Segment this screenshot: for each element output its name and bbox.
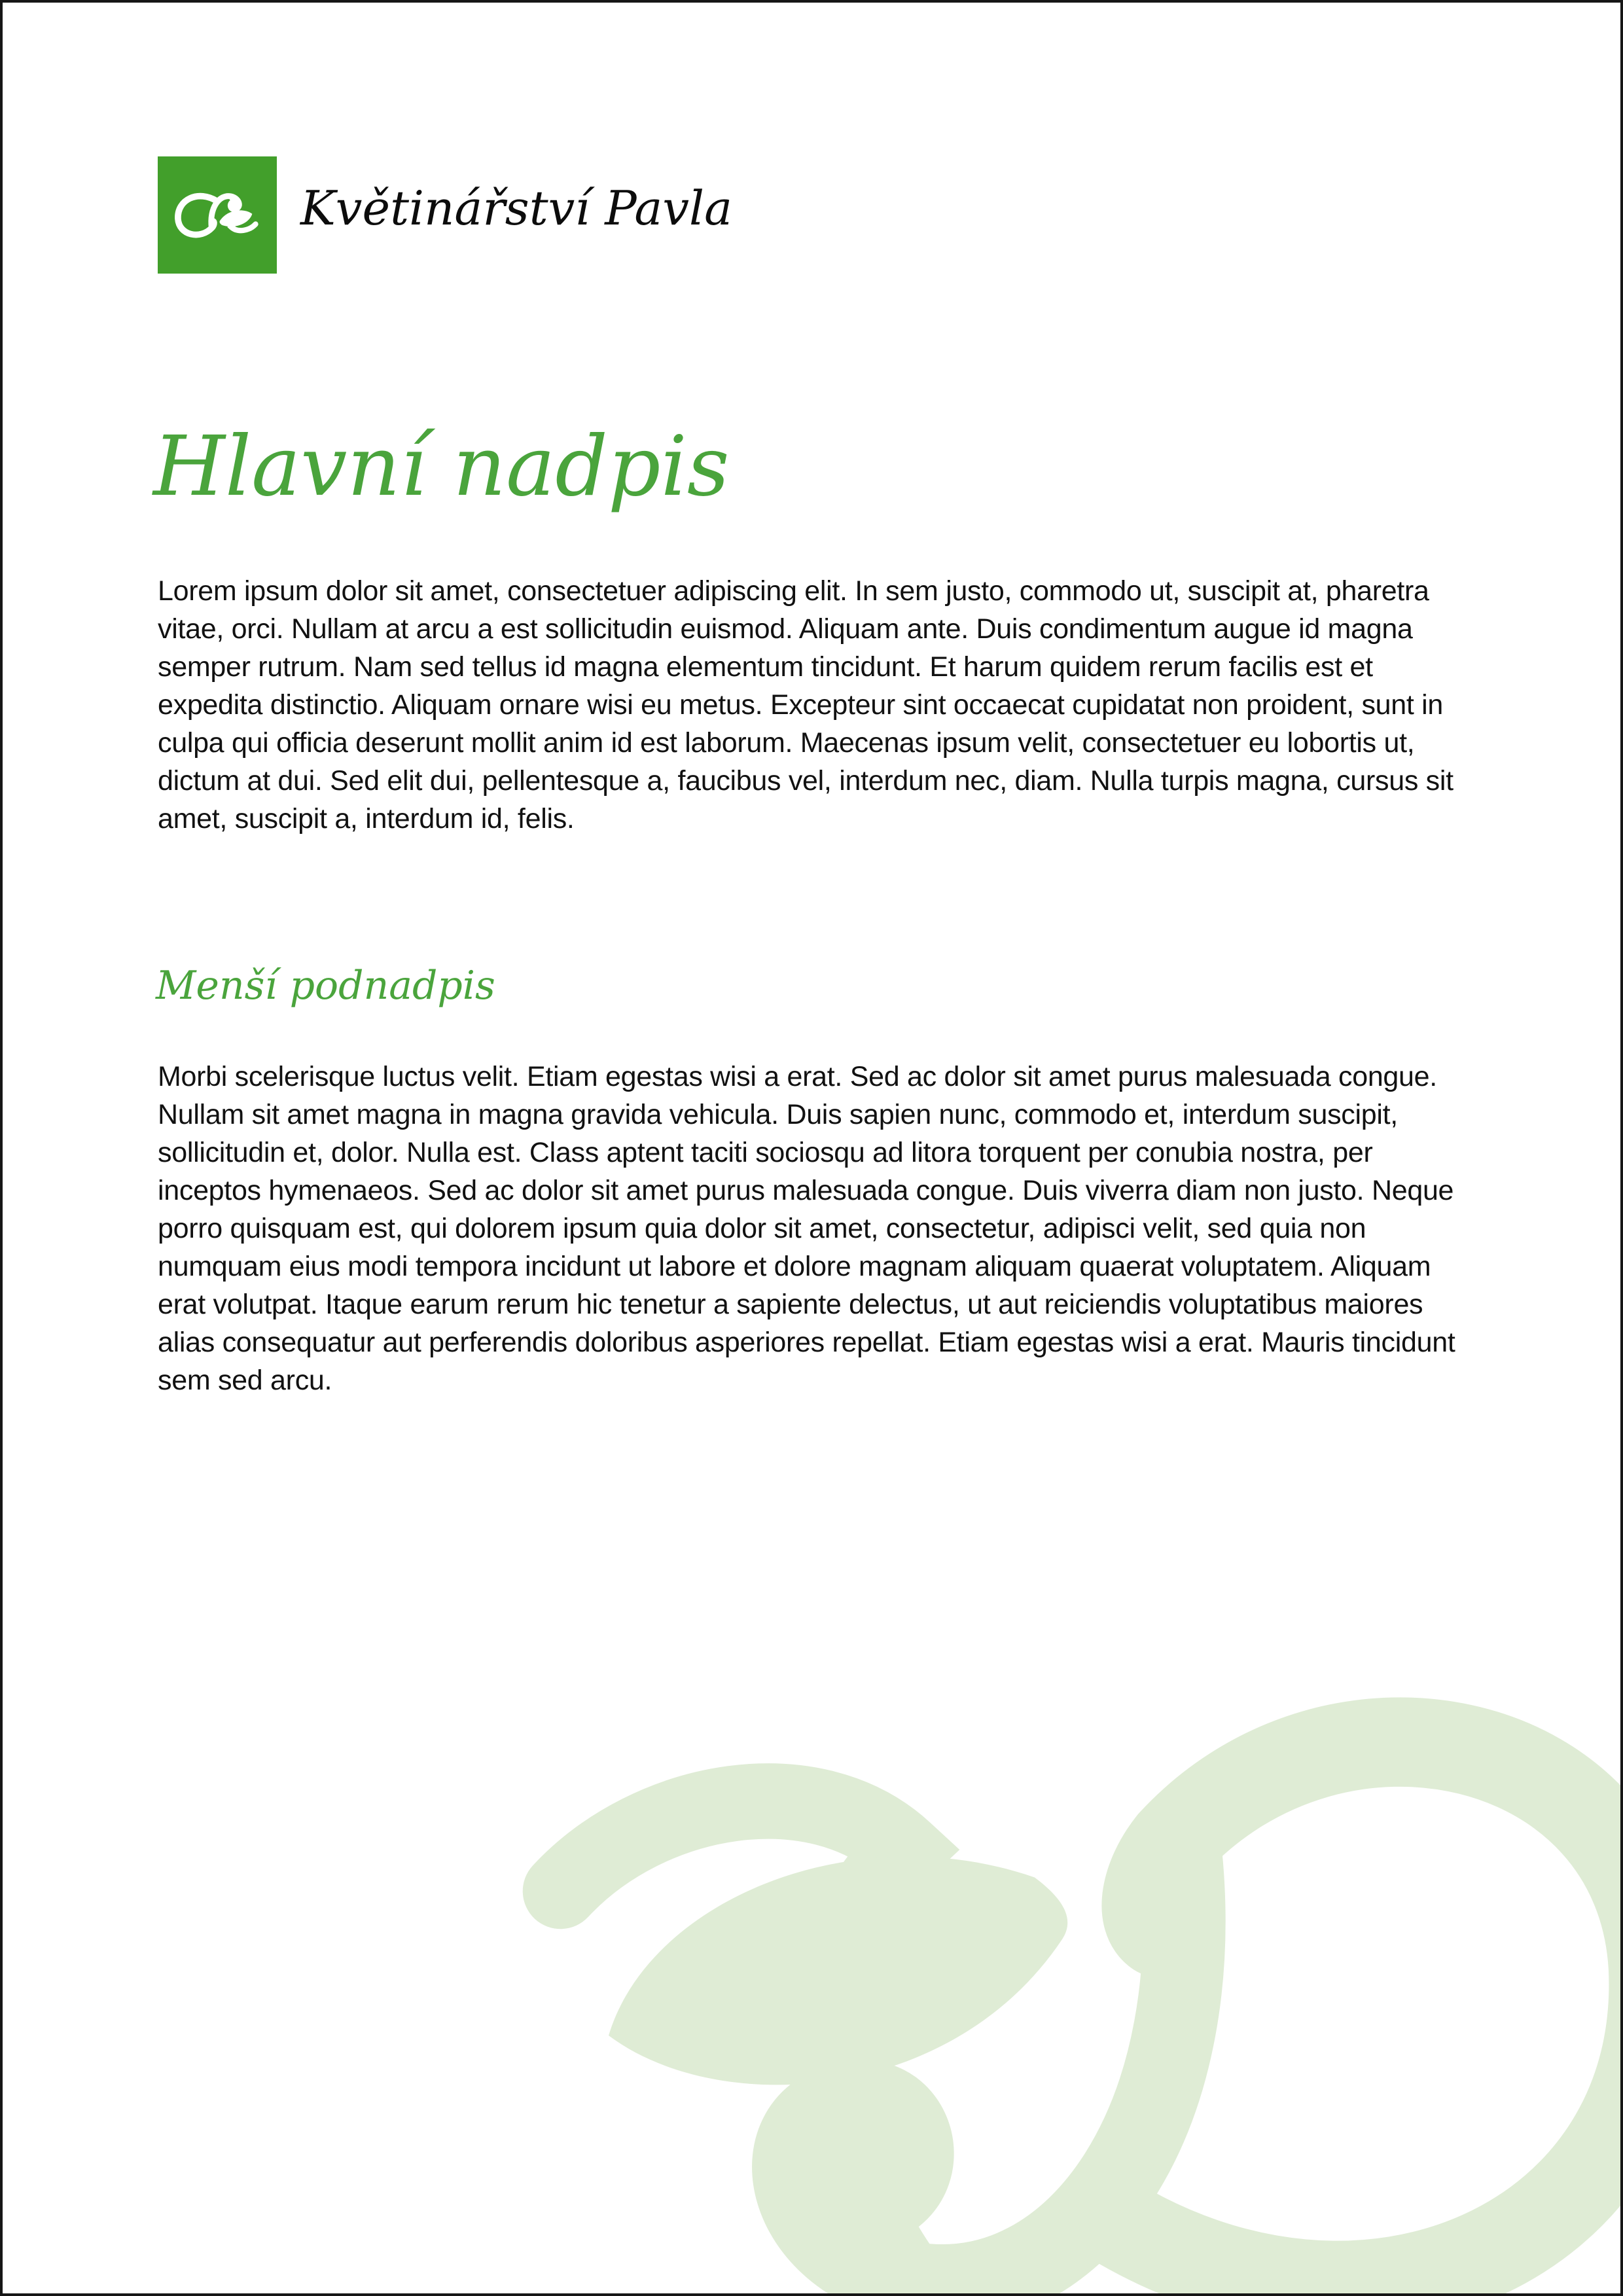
intro-paragraph: Lorem ipsum dolor sit amet, consectetuer adipiscing elit. In sem justo, commodo ut, suscipit at, pharetra vitae, orci. Nullam at arcu a est sollicitudin euismod. Aliquam ante. Duis condimentum augue id magna semper rutrum. Nam sed tellus id magna elementum tincidunt. Et harum quidem rerum facilis est et expedita distinctio. Aliquam ornare wisi eu metus. Excepteur sint occaecat cupidatat non proident, sunt in culpa qui officia deserunt mollit anim id est laborum. Maecenas ipsum velit, consectetuer eu lobortis ut, dictum at dui. Sed elit dui, pellentesque a, faucibus vel, interdum nec, diam. Nulla turpis magna, cursus sit amet, suscipit a, interdum id, felis. bbox=[158, 575, 1454, 834]
body-paragraph: Morbi scelerisque luctus velit. Etiam egestas wisi a erat. Sed ac dolor sit amet purus malesuada congue. Nullam sit amet magna in magna gravida vehicula. Duis sapien nunc, commodo et, interdum suscipit, sollicitudin et, dolor. Nulla est. Class aptent taciti sociosqu ad litora torquent per conubia nostra, per inceptos hymenaeos. Sed ac dolor sit amet purus malesuada congue. Duis viverra diam non justo. Neque porro quisquam est, qui dolorem ipsum quia dolor sit amet, consectetur, adipisci velit, sed quia non numquam eius modi tempora incidunt ut labore et dolore magnam aliquam quaerat voluptatem. Aliquam erat volutpat. Itaque earum rerum hic tenetur a sapiente delectus, ut aut reiciendis voluptatibus maiores alias consequatur aut perferendis doloribus asperiores repellat. Etiam egestas wisi a erat. Mauris tincidunt sem sed arcu. bbox=[158, 1061, 1455, 1396]
flower-watermark bbox=[416, 1541, 1623, 2296]
floral-monogram-watermark-icon bbox=[416, 1541, 1623, 2296]
main-heading: Hlavní nadpis bbox=[153, 418, 730, 514]
sub-heading: Menší podnadpis bbox=[156, 963, 495, 1009]
company-name: Květinářství Pavla bbox=[300, 181, 732, 236]
company-logo bbox=[158, 156, 277, 274]
floral-monogram-icon bbox=[168, 181, 266, 249]
